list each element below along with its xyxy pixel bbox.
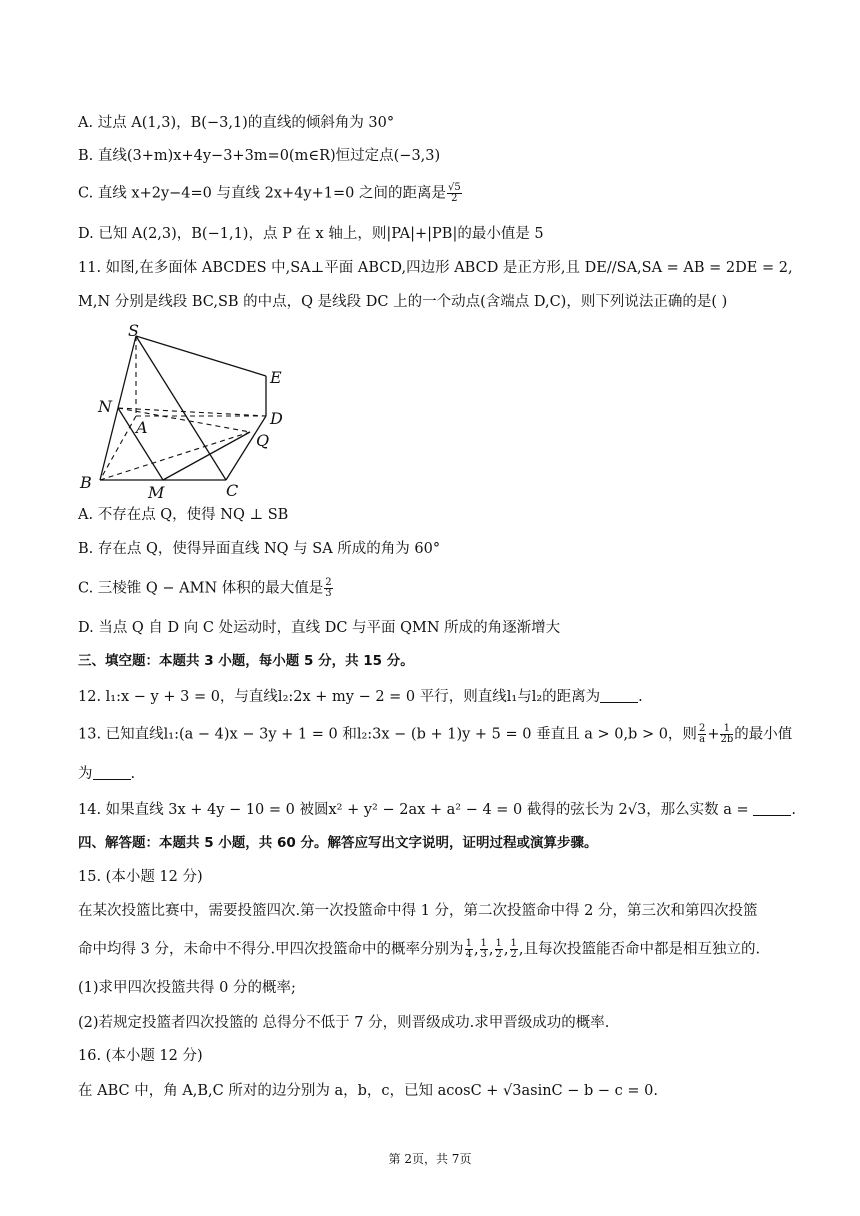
label-d: D [270,409,283,428]
label-n: N [98,397,112,416]
q13-text: 13. 已知直线l₁:(a − 4)x − 3y + 1 = 0 和l₂:3x − (b + 1)y + 5 = 0 垂直且 a > 0,b > 0，则 [78,726,697,743]
q10-option-a: A. 过点 A(1,3)，B(−3,1)的直线的倾斜角为 30° [78,115,395,131]
label-s: S [128,321,139,340]
fraction-denominator: 2 [510,949,517,960]
q10-option-c-fraction [447,183,462,204]
fraction-denominator: 4 [465,949,472,960]
fraction-denominator: 2b [720,734,734,745]
q11-stem-line2: M,N 分别是线段 BC,SB 的中点，Q 是线段 DC 上的一个动点(含端点 D,C)，则下列说法正确的是( ) [78,294,728,310]
fraction-numerator: 1 [510,938,517,949]
answer-blank [600,688,638,703]
q14-sqrt: √3 [627,802,647,818]
fraction-denominator: 3 [480,949,487,960]
fraction-denominator: 2 [495,949,502,960]
q11-option-c-text: C. 三棱锥 Q − AMN 体积的最大值是 [78,580,324,597]
q15-paragraph-2: 命中均得 3 分，未命中不得分.甲四次投篮命中的概率分别为 $\frac{1}{4}$ , $\frac{1}{3}$ , $\frac{1}{2}$ , $\frac{1}{2}$ ,且每次投篮能否命中都是相互独立的. [78,938,761,960]
fraction-numerator: 1 [720,724,733,735]
fraction-numerator: 1 [495,938,502,949]
q11-option-c [78,578,334,599]
q13-fraction-2 [720,724,733,745]
answer-blank [93,765,131,780]
fraction-numerator: 2 [325,577,332,588]
q10-option-d: D. 已知 A(2,3)，B(−1,1)，点 P 在 x 轴上，则|PA|+|PB|的最小值是 5 [78,226,544,242]
prob-fraction [480,939,488,960]
q15-p2-text: 命中均得 3 分，未命中不得分.甲四次投篮命中的概率分别为 [78,941,464,958]
q13-line1 [78,724,792,745]
section-4-heading: 四、解答题：本题共 5 小题，共 60 分。解答应写出文字说明，证明过程或演算步骤。 [78,835,598,851]
q15-p2-tail: ,且每次投篮能否命中都是相互独立的. [518,941,761,958]
fraction-denominator: a [699,734,706,745]
section-3-heading: 三、填空题：本题共 3 小题，每小题 5 分，共 15 分。 [78,653,414,669]
edge-se [136,336,266,376]
fraction-denominator: 3 [325,588,332,599]
label-m: M [148,483,165,500]
q12: 12. l₁:x − y + 3 = 0，与直线l₂:2x + my − 2 = 0 平行，则直线l₁与l₂的距离为 . [78,689,643,705]
q15-heading: 15. (本小题 12 分) [78,869,203,885]
segment-mq [163,432,250,480]
label-b: B [80,473,92,492]
fraction-numerator: √5 [447,182,461,193]
q11-option-c-fraction [324,578,332,599]
fraction-numerator: 1 [480,938,487,949]
fraction-numerator: 1 [465,938,472,949]
q13-fraction-1 [698,724,706,745]
label-c: C [226,481,239,500]
q12-text: 12. l₁:x − y + 3 = 0，与直线l₂:2x + my − 2 = 0 平行，则直线l₁与l₂的距离为 [78,689,601,705]
label-e: E [270,368,282,387]
q13-line2: 为 . [78,766,136,782]
q15-subquestion-2: (2)若规定投篮者四次投篮的 总得分不低于 7 分，则晋级成功.求甲晋级成功的概率. [78,1015,610,1031]
q13-tail: 的最小值 [734,726,793,743]
label-a: A [136,418,148,437]
prob-fraction [465,939,473,960]
q13-plus: + [707,726,720,743]
polyhedron-figure [76,320,306,500]
prob-fraction [510,939,518,960]
prob-fraction [495,939,503,960]
q11-option-a: A. 不存在点 Q，使得 NQ ⊥ SB [78,507,289,523]
q14-text: 14. 如果直线 3x + 4y − 10 = 0 被圆x² + y² − 2ax + a² − 4 = 0 截得的弦长为 2 [78,802,628,818]
q15-subquestion-1: (1)求甲四次投篮共得 0 分的概率; [78,980,296,996]
q14-tail: ，那么实数 a = [646,802,749,818]
page-footer: 第 2页，共 7页 [388,1152,472,1166]
q14: 14. 如果直线 3x + 4y − 10 = 0 被圆x² + y² − 2ax + a² − 4 = 0 截得的弦长为 2√3，那么实数 a = . [78,802,796,818]
q10-option-b: B. 直线(3+m)x+4y−3+3m=0(m∈R)恒过定点(−3,3) [78,148,441,164]
q16-heading: 16. (本小题 12 分) [78,1048,203,1064]
q10-option-c [78,183,463,204]
q15-paragraph-1: 在某次投篮比赛中，需要投篮四次.第一次投篮命中得 1 分，第二次投篮命中得 2 分，第三次和第四次投篮 [78,903,758,919]
q16-paragraph-1: 在 ABC 中，角 A,B,C 所对的边分别为 a，b，c，已知 acosC + √3asinC − b − c = 0. [78,1083,658,1099]
q10-option-c-text: C. 直线 x+2y−4=0 与直线 2x+4y+1=0 之间的距离是 [78,185,446,202]
q11-option-b: B. 存在点 Q，使得异面直线 NQ 与 SA 所成的角为 60° [78,541,441,557]
answer-blank [753,801,791,816]
q13-line2-text: 为 [78,766,93,782]
fraction-numerator: 2 [698,723,706,734]
edge-ab [100,416,136,480]
q11-stem-line1: 11. 如图,在多面体 ABCDES 中,SA⊥平面 ABCD,四边形 ABCD 是正方形,且 DE//SA,SA = AB = 2DE = 2, [78,260,793,276]
q11-option-d: D. 当点 Q 自 D 向 C 处运动时，直线 DC 与平面 QMN 所成的角逐渐增大 [78,620,561,636]
fraction-denominator: 2 [451,193,458,204]
label-q: Q [256,431,270,450]
